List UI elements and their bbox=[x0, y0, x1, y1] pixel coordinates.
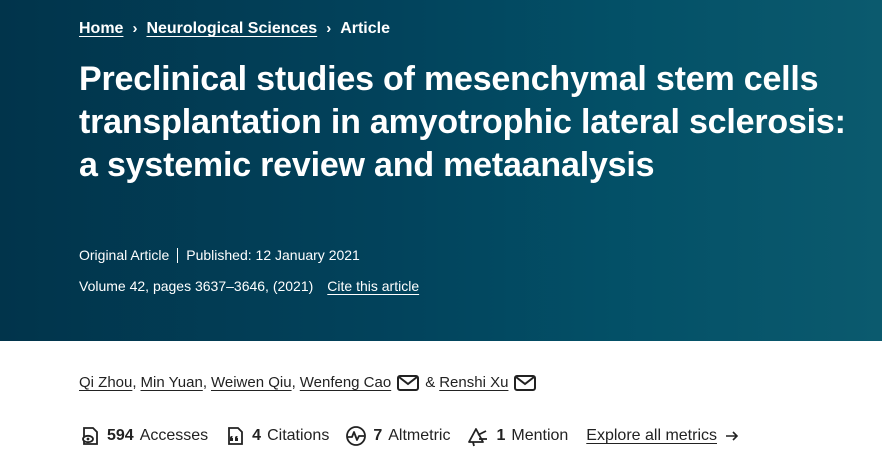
breadcrumb-current: Article bbox=[340, 20, 390, 37]
altmetric-score: 7 bbox=[373, 427, 383, 444]
author-separator: , bbox=[132, 374, 137, 391]
meta-divider bbox=[177, 248, 178, 263]
mention-label: Mention bbox=[511, 427, 569, 444]
author-ampersand: & bbox=[425, 374, 436, 391]
breadcrumb-separator: › bbox=[132, 20, 138, 37]
breadcrumb-home-link[interactable]: Home bbox=[79, 20, 124, 37]
published-date: Published: 12 January 2021 bbox=[186, 247, 360, 263]
arrow-right-icon bbox=[725, 429, 739, 443]
author-separator: , bbox=[202, 374, 207, 391]
article-volume-row bbox=[79, 276, 419, 296]
author-link[interactable]: Weiwen Qiu bbox=[210, 374, 292, 391]
citations-label: Citations bbox=[267, 427, 330, 444]
article-title: Preclinical studies of mesenchymal stem cells transplantation in amyotrophic lateral sclerosis: a systemic review and metaanalysis bbox=[79, 60, 846, 184]
article-meta bbox=[79, 245, 360, 265]
author-list bbox=[79, 372, 542, 394]
cite-article-link[interactable]: Cite this article bbox=[327, 278, 420, 294]
email-icon[interactable] bbox=[514, 375, 536, 391]
mention-icon bbox=[466, 425, 490, 447]
article-type: Original Article bbox=[79, 247, 170, 263]
metrics-bar bbox=[79, 424, 739, 448]
mention-count: 1 bbox=[496, 427, 506, 444]
citations-count: 4 bbox=[252, 427, 262, 444]
author-link[interactable]: Wenfeng Cao bbox=[299, 374, 392, 391]
citations-metric bbox=[224, 424, 329, 448]
accesses-label: Accesses bbox=[139, 427, 209, 444]
explore-metrics-link[interactable] bbox=[586, 424, 739, 448]
citations-icon bbox=[224, 425, 246, 447]
altmetric-label: Altmetric bbox=[388, 427, 451, 444]
author-link[interactable]: Min Yuan bbox=[140, 374, 203, 391]
accesses-count: 594 bbox=[107, 427, 134, 444]
email-icon[interactable] bbox=[397, 375, 419, 391]
author-link[interactable]: Renshi Xu bbox=[439, 374, 509, 391]
explore-metrics-label: Explore all metrics bbox=[586, 427, 717, 444]
accesses-metric bbox=[79, 424, 208, 448]
breadcrumb-journal-link[interactable]: Neurological Sciences bbox=[146, 20, 318, 37]
breadcrumb-separator: › bbox=[326, 20, 332, 37]
volume-info: Volume 42, pages 3637–3646, (2021) bbox=[79, 278, 314, 294]
altmetric-metric bbox=[345, 424, 450, 448]
altmetric-icon bbox=[345, 425, 367, 447]
author-separator: , bbox=[291, 374, 296, 391]
breadcrumb bbox=[79, 18, 390, 40]
mention-metric bbox=[466, 424, 568, 448]
accesses-icon bbox=[79, 425, 101, 447]
author-link[interactable]: Qi Zhou bbox=[79, 374, 133, 391]
